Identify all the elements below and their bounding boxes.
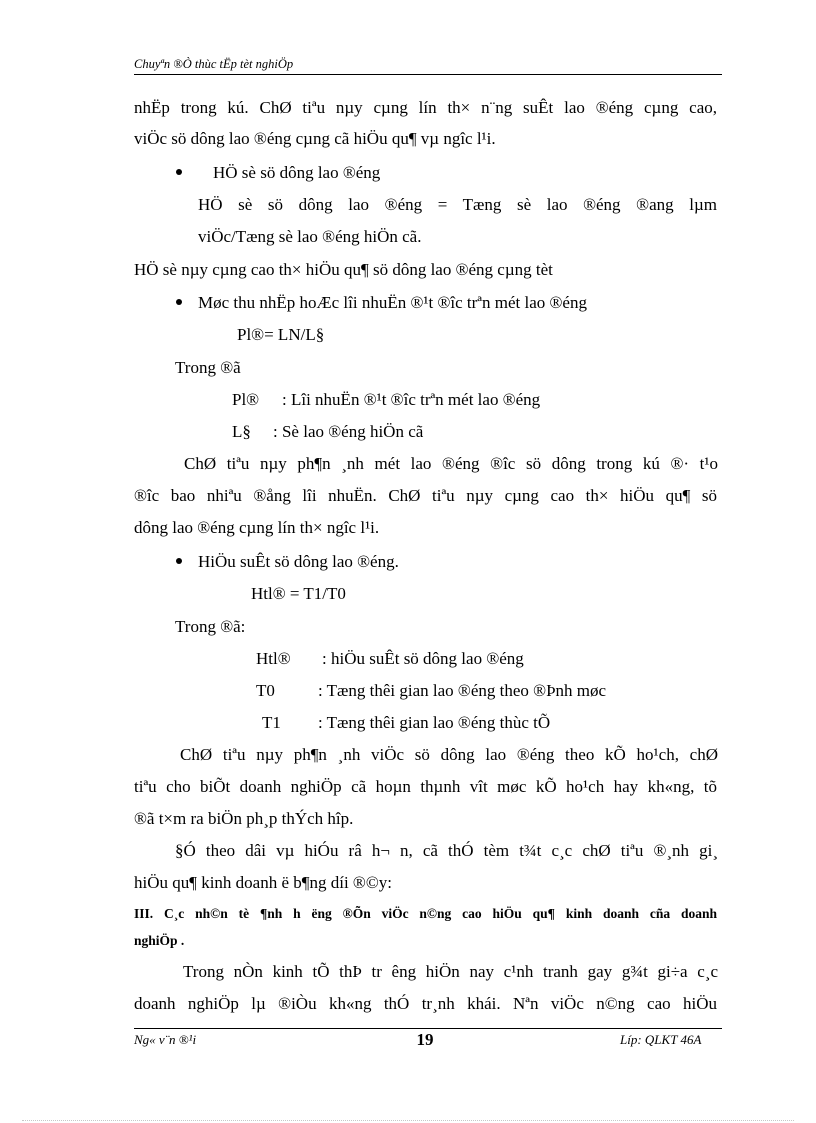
bullet-heading: Møc thu nhËp hoÆc lîi nhuËn ®¹t ®îc trªn mét lao ®éng [198, 293, 587, 312]
page-header-title: Chuyªn ®Ò thùc tËp tèt nghiÖp [134, 57, 294, 71]
body-line: ®ã t×m ra biÖn ph¸p thÝch hîp. [134, 809, 354, 828]
body-line: tiªu cho biÕt doanh nghiÖp cã hoµn thµnh vît møc kÕ ho¹ch hay kh«ng, tõ [134, 777, 717, 796]
body-line: Trong ®ã [175, 358, 241, 377]
definition-symbol: T0 [256, 681, 275, 700]
definition-text: : hiÖu suÊt sö dông lao ®éng [322, 649, 524, 668]
formula: Pl®= LN/L§ [237, 325, 325, 344]
body-line: §Ó theo dâi vµ hiÓu râ h¬ n, cã thÓ tèm t¾t c¸c chØ tiªu ®¸nh gi¸ [175, 841, 718, 860]
bullet-icon [176, 558, 182, 564]
body-line: ChØ tiªu nµy ph¶n ¸nh viÖc sö dông lao ®éng theo kÕ ho¹ch, chØ [180, 745, 718, 764]
bullet-icon [176, 169, 182, 175]
body-line: HÖ sè sö dông lao ®éng = Tæng sè lao ®éng ®ang lµm [198, 195, 717, 214]
page-bottom-dotted-line [22, 1120, 794, 1121]
definition-text: : Tæng thêi gian lao ®éng theo ®Þnh møc [318, 681, 607, 700]
footer-class: Líp: QLKT 46A [620, 1032, 702, 1047]
bullet-heading: HiÖu suÊt sö dông lao ®éng. [198, 552, 399, 571]
footer-author: Ng« v¨n ®¹i [134, 1032, 197, 1047]
formula: Htl® = T1/T0 [251, 584, 346, 603]
definition-text: : Tæng thêi gian lao ®éng thùc tÕ [318, 713, 551, 732]
page-number: 19 [416, 1030, 434, 1049]
body-line: ChØ tiªu nµy ph¶n ¸nh mét lao ®éng ®îc sö dông trong kú ®· t¹o [184, 454, 718, 473]
body-line: HÖ sè nµy cµng cao th× hiÖu qu¶ sö dông lao ®éng cµng tèt [134, 260, 553, 279]
definition-text: : Sè lao ®éng hiÖn cã [273, 422, 424, 441]
bullet-icon [176, 299, 182, 305]
definition-text: : Lîi nhuËn ®¹t ®îc trªn mét lao ®éng [282, 390, 541, 409]
header-rule [134, 74, 722, 75]
definition-symbol: L§ [232, 422, 251, 441]
section-heading: nghiÖp . [134, 933, 185, 948]
definition-symbol: Htl® [256, 649, 291, 668]
body-line: doanh nghiÖp lµ ®iÒu kh«ng thÓ tr¸nh khái. Nªn viÖc n©ng cao hiÖu [134, 994, 717, 1013]
bullet-heading: HÖ sè sö dông lao ®éng [213, 163, 381, 182]
body-line: Trong ®ã: [175, 617, 246, 636]
footer-rule [134, 1028, 722, 1029]
definition-symbol: T1 [262, 713, 281, 732]
body-line: hiÖu qu¶ kinh doanh ë b¶ng díi ®©y: [134, 873, 392, 892]
body-line: dông lao ®éng cµng lín th× ngîc l¹i. [134, 518, 380, 537]
body-line: viÖc sö dông lao ®éng cµng cã hiÖu qu¶ vµ ngîc l¹i. [134, 129, 496, 148]
definition-symbol: Pl® [232, 390, 260, 409]
section-heading: III. C¸c nh©n tè ¶nh h ëng ®Õn viÖc n©ng cao hiÖu qu¶ kinh doanh cña doanh [134, 906, 717, 921]
body-line: ®îc bao nhiªu ®ång lîi nhuËn. ChØ tiªu nµy cµng cao th× hiÖu qu¶ sö [134, 486, 717, 505]
body-line: viÖc/Tæng sè lao ®éng hiÖn cã. [198, 227, 422, 246]
body-line: nhËp trong kú. ChØ tiªu nµy cµng lín th× n¨ng suÊt lao ®éng cµng cao, [134, 98, 717, 117]
body-line: Trong nÒn kinh tÕ thÞ tr êng hiÖn nay c¹nh tranh gay g¾t gi÷a c¸c [183, 962, 718, 981]
